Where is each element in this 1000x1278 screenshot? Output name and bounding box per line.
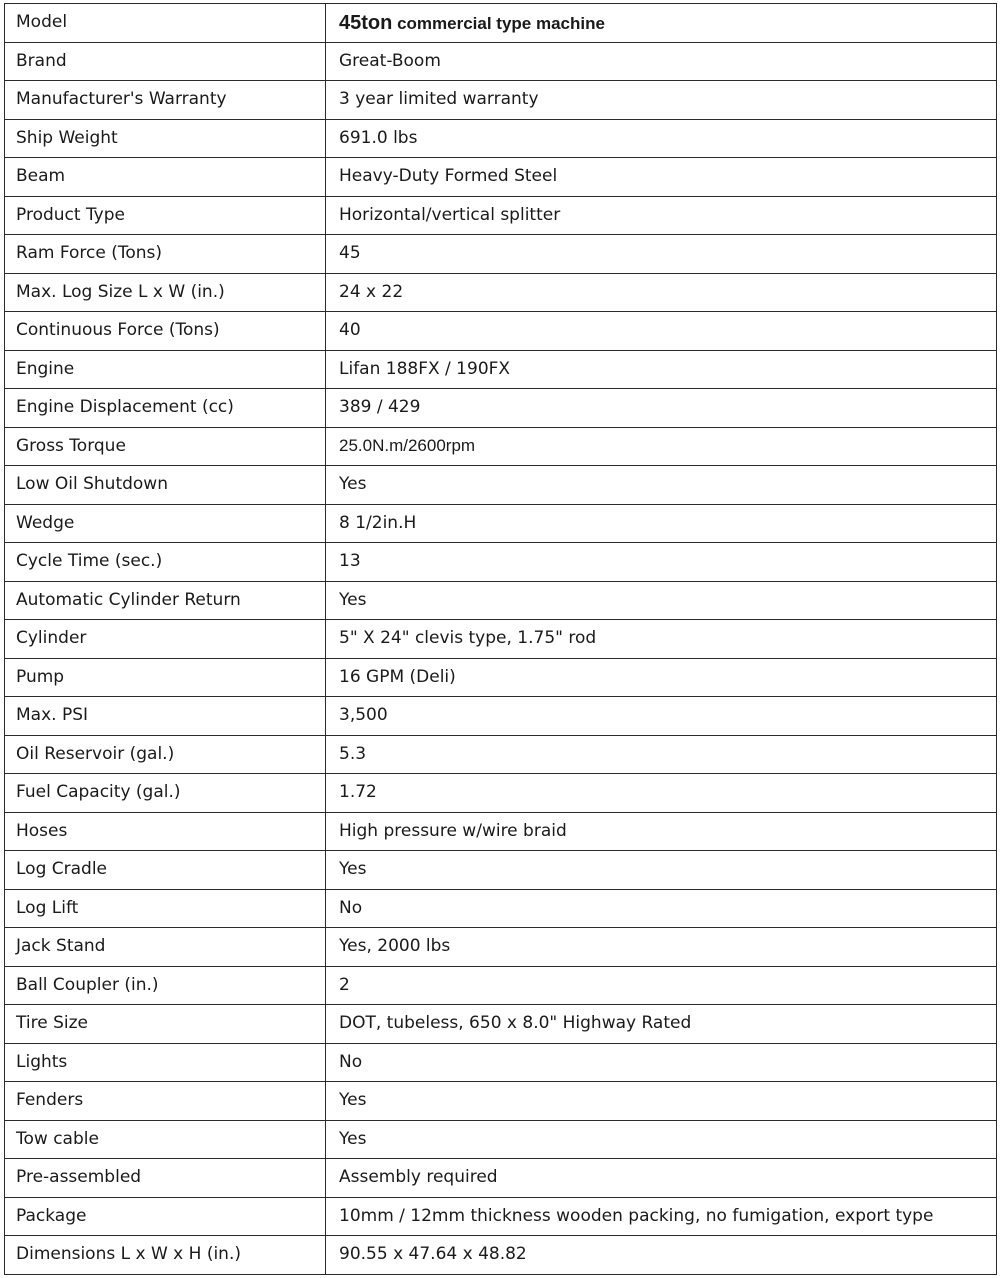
spec-row-oil-reservoir (5, 735, 997, 774)
spec-row-hoses (5, 812, 997, 851)
model-tonnage: 45ton (339, 11, 393, 34)
spec-value: Heavy-Duty Formed Steel (326, 158, 997, 197)
spec-value: 25.0N.m/2600rpm (326, 427, 997, 466)
spec-label: Engine (5, 350, 326, 389)
spec-row-wedge (5, 504, 997, 543)
spec-row-gross-torque (5, 427, 997, 466)
spec-row-tire-size (5, 1005, 997, 1044)
spec-value: High pressure w/wire braid (326, 812, 997, 851)
spec-row-log-lift (5, 889, 997, 928)
spec-row-continuous-force (5, 312, 997, 351)
spec-row-product-type (5, 196, 997, 235)
spec-row-dimensions (5, 1236, 997, 1275)
spec-row-ship-weight (5, 119, 997, 158)
spec-label: Pre-assembled (5, 1159, 326, 1198)
spec-table-body (5, 4, 997, 1275)
spec-label: Pump (5, 658, 326, 697)
spec-value: No (326, 1043, 997, 1082)
spec-label: Cylinder (5, 620, 326, 659)
spec-value: 10mm / 12mm thickness wooden packing, no fumigation, export type (326, 1197, 997, 1236)
spec-row-warranty (5, 81, 997, 120)
model-description: commercial type machine (392, 13, 605, 33)
spec-row-jack-stand (5, 928, 997, 967)
spec-table (4, 3, 997, 1275)
spec-label: Continuous Force (Tons) (5, 312, 326, 351)
spec-label: Oil Reservoir (gal.) (5, 735, 326, 774)
spec-row-pre-assembled (5, 1159, 997, 1198)
spec-row-engine (5, 350, 997, 389)
spec-value: 24 x 22 (326, 273, 997, 312)
spec-label: Ship Weight (5, 119, 326, 158)
spec-value: 691.0 lbs (326, 119, 997, 158)
spec-row-package (5, 1197, 997, 1236)
spec-value: Yes, 2000 lbs (326, 928, 997, 967)
spec-value: Yes (326, 581, 997, 620)
spec-row-lights (5, 1043, 997, 1082)
spec-value: 2 (326, 966, 997, 1005)
spec-value: 13 (326, 543, 997, 582)
spec-label: Wedge (5, 504, 326, 543)
spec-label: Automatic Cylinder Return (5, 581, 326, 620)
spec-label: Gross Torque (5, 427, 326, 466)
spec-label: Log Cradle (5, 851, 326, 890)
spec-label: Tow cable (5, 1120, 326, 1159)
spec-label: Cycle Time (sec.) (5, 543, 326, 582)
spec-value: Yes (326, 851, 997, 890)
spec-row-brand (5, 42, 997, 81)
spec-value: 1.72 (326, 774, 997, 813)
spec-value: Yes (326, 1082, 997, 1121)
spec-row-beam (5, 158, 997, 197)
spec-row-pump (5, 658, 997, 697)
spec-value: DOT, tubeless, 650 x 8.0" Highway Rated (326, 1005, 997, 1044)
spec-label: Beam (5, 158, 326, 197)
spec-row-low-oil-shutdown (5, 466, 997, 505)
spec-row-fenders (5, 1082, 997, 1121)
spec-value: 45 (326, 235, 997, 274)
spec-value (326, 4, 997, 43)
spec-label: Dimensions L x W x H (in.) (5, 1236, 326, 1275)
spec-row-cylinder (5, 620, 997, 659)
spec-row-ball-coupler (5, 966, 997, 1005)
spec-label: Log Lift (5, 889, 326, 928)
spec-row-engine-displacement (5, 389, 997, 428)
spec-value: 16 GPM (Deli) (326, 658, 997, 697)
spec-label: Hoses (5, 812, 326, 851)
spec-label: Low Oil Shutdown (5, 466, 326, 505)
spec-value: 5.3 (326, 735, 997, 774)
spec-value: Great-Boom (326, 42, 997, 81)
spec-row-cycle-time (5, 543, 997, 582)
spec-value: 389 / 429 (326, 389, 997, 428)
spec-label: Ball Coupler (in.) (5, 966, 326, 1005)
spec-label: Max. Log Size L x W (in.) (5, 273, 326, 312)
spec-label: Product Type (5, 196, 326, 235)
spec-value: Yes (326, 466, 997, 505)
spec-label: Brand (5, 42, 326, 81)
spec-value: 5" X 24" clevis type, 1.75" rod (326, 620, 997, 659)
spec-label: Jack Stand (5, 928, 326, 967)
spec-value: Assembly required (326, 1159, 997, 1198)
spec-label: Model (5, 4, 326, 43)
spec-row-fuel-capacity (5, 774, 997, 813)
spec-row-tow-cable (5, 1120, 997, 1159)
spec-label: Manufacturer's Warranty (5, 81, 326, 120)
spec-value: 40 (326, 312, 997, 351)
spec-row-log-cradle (5, 851, 997, 890)
spec-row-model (5, 4, 997, 43)
spec-label: Tire Size (5, 1005, 326, 1044)
spec-value: 3 year limited warranty (326, 81, 997, 120)
spec-label: Engine Displacement (cc) (5, 389, 326, 428)
spec-row-ram-force (5, 235, 997, 274)
spec-label: Fenders (5, 1082, 326, 1121)
spec-value: 8 1/2in.H (326, 504, 997, 543)
spec-value: Horizontal/vertical splitter (326, 196, 997, 235)
spec-row-cylinder-return (5, 581, 997, 620)
spec-label: Fuel Capacity (gal.) (5, 774, 326, 813)
spec-value: 3,500 (326, 697, 997, 736)
spec-label: Lights (5, 1043, 326, 1082)
spec-row-max-psi (5, 697, 997, 736)
spec-row-max-log-size (5, 273, 997, 312)
spec-value: 90.55 x 47.64 x 48.82 (326, 1236, 997, 1275)
spec-value: Lifan 188FX / 190FX (326, 350, 997, 389)
spec-value: Yes (326, 1120, 997, 1159)
spec-value: No (326, 889, 997, 928)
spec-label: Max. PSI (5, 697, 326, 736)
spec-label: Package (5, 1197, 326, 1236)
spec-label: Ram Force (Tons) (5, 235, 326, 274)
